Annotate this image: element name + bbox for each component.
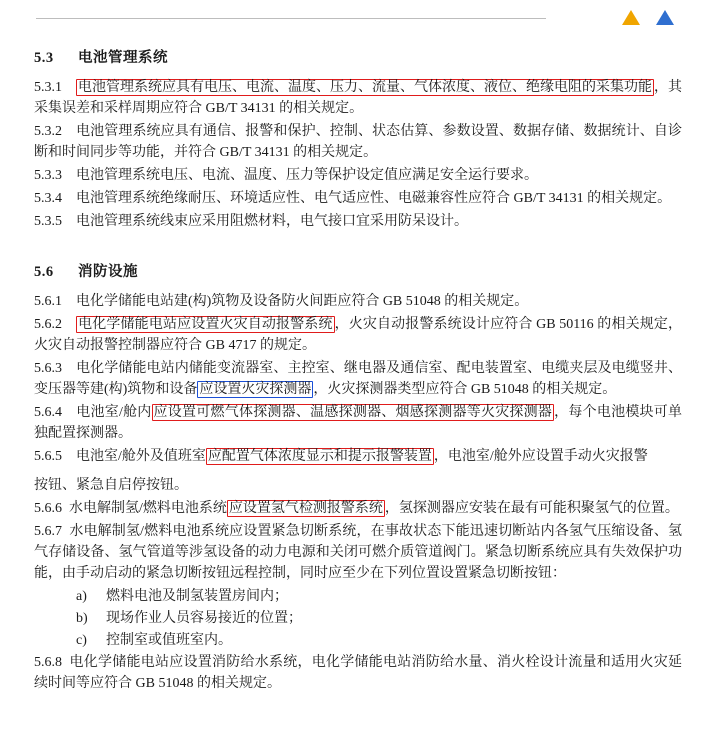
- clause-5-6-4: [34, 402, 682, 444]
- list-label: b): [76, 611, 88, 626]
- page-markers: [622, 10, 674, 25]
- document-body: [34, 36, 682, 696]
- highlight-red: 电池管理系统应具有电压、电流、温度、压力、流量、气体浓度、液位、绝缘电阻的采集功能: [78, 80, 652, 95]
- list-text: 控制室或值班室内。: [106, 633, 232, 648]
- clause-text: 电池管理系统电压、电流、温度、压力等保护设定值应满足安全运行要求。: [76, 168, 538, 183]
- clause-text: ，氢探测器应安装在最有可能积聚氢气的位置。: [384, 501, 679, 516]
- clause-5-6-7: [34, 521, 682, 584]
- list-text: 燃料电池及制氢装置房间内；: [106, 589, 288, 604]
- clause-5-6-1: [34, 291, 682, 312]
- blue-triangle-icon[interactable]: [656, 10, 674, 25]
- highlight-red: 应配置气体浓度显示和提示报警装置: [207, 449, 432, 464]
- clause-text: ，每个电池模块可单独配置探测器。: [34, 405, 683, 441]
- clause-number: 5.6.3: [34, 361, 62, 376]
- highlight-red: 电化学储能电站应设置火灾自动报警系统: [78, 317, 333, 332]
- list-label: c): [76, 633, 87, 648]
- clause-5-6-5: [34, 446, 682, 467]
- clause-5-3-5: [34, 211, 682, 232]
- clause-number: 5.6.7: [34, 524, 62, 539]
- section-title: 电池管理系统: [78, 50, 168, 66]
- clause-text: ，其采集误差和采样周期应符合 GB/T 34131 的相关规定。: [34, 80, 682, 116]
- clause-text: ，火灾自动报警系统设计应符合 GB 50116 的相关规定，火灾自动报警控制器应符合 GB 4717 的规定。: [34, 317, 682, 353]
- orange-triangle-icon[interactable]: [622, 10, 640, 25]
- clause-5-6-2: [34, 314, 682, 356]
- clause-5-3-2: [34, 121, 682, 163]
- clause-text: 电池室/舱内: [76, 405, 152, 420]
- clause-number: 5.3.1: [34, 80, 62, 95]
- clause-5-3-4: [34, 188, 682, 209]
- clause-5-6-8: [34, 652, 682, 694]
- section-heading-5-6: [34, 260, 682, 281]
- section-spacer: [34, 234, 682, 250]
- clause-number: 5.3.3: [34, 168, 62, 183]
- clause-text: 电池室/舱外及值班室: [76, 449, 206, 464]
- clause-number: 5.6.2: [34, 317, 62, 332]
- highlight-red: 应设置可燃气体探测器、温感探测器、烟感探测器等火灾探测器: [153, 405, 553, 420]
- clause-number: 5.3.4: [34, 191, 62, 206]
- clause-text: 电化学储能电站内储能变流器室、主控室、继电器及通信室、配电装置室、电缆夹层及电缆竖井、变压器等建(构)筑物和设备: [34, 361, 682, 397]
- clause-text: 电池管理系统线束应采用阻燃材料，电气接口宜采用防呆设计。: [76, 214, 468, 229]
- clause-number: 5.6.4: [34, 405, 62, 420]
- section-number: 5.3: [34, 50, 54, 66]
- highlight-red: 应设置氢气检测报警系统: [228, 501, 383, 516]
- clause-text: 电化学储能电站应设置消防给水系统，电化学储能电站消防给水量、消火栓设计流量和适用火灾延续时间等应符合 GB 51048 的相关规定。: [34, 655, 682, 691]
- clause-5-3-1: [34, 77, 682, 119]
- clause-number: 5.6.1: [34, 294, 62, 309]
- highlight-blue: 应设置火灾探测器: [199, 382, 312, 397]
- section-heading-5-3: [34, 46, 682, 67]
- clause-number: 5.6.8: [34, 655, 62, 670]
- clause-5-3-3: [34, 165, 682, 186]
- clause-number: 5.6.5: [34, 449, 62, 464]
- list-label: a): [76, 589, 87, 604]
- list-item: [34, 586, 682, 608]
- clause-number: 5.3.5: [34, 214, 62, 229]
- clause-text: 电化学储能电站建(构)筑物及设备防火间距应符合 GB 51048 的相关规定。: [76, 294, 529, 309]
- clause-text: 电池管理系统应具有通信、报警和保护、控制、状态估算、参数设置、数据存储、数据统计、自诊断和时间同步等功能，并符合 GB/T 34131 的相关规定。: [34, 124, 682, 160]
- clause-text: ，火灾探测器类型应符合 GB 51048 的相关规定。: [313, 382, 617, 397]
- clause-text: 水电解制氢/燃料电池系统应设置紧急切断系统，在事故状态下能迅速切断站内各氢气压缩设备、氢气存储设备、氢气管道等涉氢设备的动力电源和关闭可燃介质管道阀门。紧急切断系统应具有失效保护功能，由手动启动的紧急切断按钮远程控制，同时应至少在下列位置设置紧急切断按钮：: [34, 524, 683, 581]
- section-title: 消防设施: [78, 264, 138, 280]
- clause-5-6-3: [34, 358, 682, 400]
- clause-text: 电池管理系统绝缘耐压、环境适应性、电气适应性、电磁兼容性应符合 GB/T 34131 的相关规定。: [76, 191, 672, 206]
- list-item: [34, 608, 682, 630]
- list-item: [34, 630, 682, 652]
- clause-5-6-5-continuation: 按钮、紧急自启停按钮。: [34, 478, 188, 493]
- clause-text: 水电解制氢/燃料电池系统: [69, 501, 227, 516]
- clause-number: 5.6.6: [34, 501, 62, 516]
- clause-5-6-6: [34, 498, 682, 519]
- section-number: 5.6: [34, 264, 54, 280]
- header-divider: [36, 18, 546, 19]
- clause-number: 5.3.2: [34, 124, 62, 139]
- clause-text: ，电池室/舱外应设置手动火灾报警: [433, 449, 648, 464]
- list-text: 现场作业人员容易接近的位置；: [106, 611, 302, 626]
